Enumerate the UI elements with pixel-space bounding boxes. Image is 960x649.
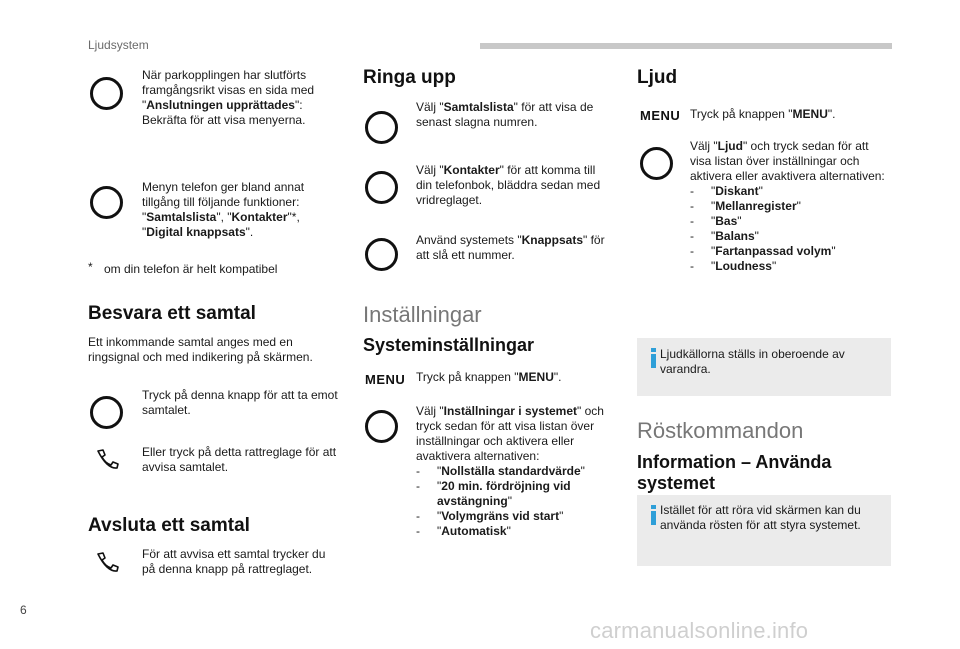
list-item: - "Loudness" [690, 259, 890, 274]
answer-reject-text: Eller tryck på detta rattreglage för att avvisa samtalet. [142, 445, 337, 474]
info-icon [647, 348, 661, 368]
sound-note-text: Ljudkällorna ställs in oberoende av varandra. [660, 347, 845, 376]
phone-handset-icon [95, 448, 121, 470]
rotary-knob-icon [365, 171, 398, 204]
footnote-mark: * [88, 260, 93, 274]
call-list-text: Välj "Samtalslista" för att visa de senast slagna numren. [416, 100, 594, 129]
contacts-text: Välj "Kontakter" för att komma till din telefonbok, bläddra sedan med vridreglaget. [416, 163, 601, 207]
page-number: 6 [20, 603, 27, 617]
answer-call-intro: Ett inkommande samtal anges med en ringsignal och med indikering på skärmen. [88, 335, 313, 364]
sound-title: Ljud [637, 67, 678, 88]
settings-title: Inställningar [363, 302, 482, 327]
settings-press-text: Tryck på knappen "MENU". [416, 370, 562, 384]
rotary-knob-icon [365, 111, 398, 144]
list-item: - "Balans" [690, 229, 890, 244]
rotary-knob-icon [365, 410, 398, 443]
rotary-knob-icon [90, 77, 123, 110]
phone-handset-icon [95, 551, 121, 573]
call-title: Ringa upp [363, 67, 456, 88]
menu-button-icon: MENU [365, 372, 406, 387]
section-header: Ljudsystem [88, 38, 149, 52]
voice-info-note [637, 495, 891, 566]
list-item: - "Fartanpassad volym" [690, 244, 890, 259]
list-item: - "Diskant" [690, 184, 890, 199]
list-item: - "Volymgräns vid start" [416, 509, 612, 524]
pairing-text: När parkopplingen har slutförts framgångsrikt visas en sida med "Anslutningen upprättades": Bekräfta för att visa menyerna. [142, 68, 315, 127]
phone-menu-text: Menyn telefon ger bland annat tillgång till följande funktioner: "Samtalslista", "Kontakter"*, "Digital knappsats". [142, 180, 305, 239]
settings-select-text: Välj "Inställningar i systemet" och tryck sedan för att visa listan över inställningar och aktivera eller avaktivera alternativen: - "Nollställa standardvärde" - "20 min. fördröjning vid avstängning" - "Volymgräns vid start" - "Automatisk" [416, 404, 612, 539]
rotary-knob-icon [640, 147, 673, 180]
end-call-title: Avsluta ett samtal [88, 515, 250, 536]
rotary-knob-icon [90, 186, 123, 219]
list-item: - "Nollställa standardvärde" [416, 464, 612, 479]
sound-press-text: Tryck på knappen "MENU". [690, 107, 836, 121]
sound-select-text: Välj "Ljud" och tryck sedan för att visa listan över inställningar och aktivera eller avaktivera alternativen: - "Diskant" - "Mellanregister" - "Bas" - "Balans" - "Fartanpassad volym" - "Loudness" [690, 139, 890, 274]
keypad-text: Använd systemets "Knappsats" för att slå ett nummer. [416, 233, 605, 262]
header-bar [480, 43, 892, 49]
voice-info-subtitle: Information – Använda systemet [637, 452, 832, 493]
rotary-knob-icon [365, 238, 398, 271]
watermark: carmanualsonline.info [590, 618, 809, 643]
list-item: - "Automatisk" [416, 524, 612, 539]
settings-options-list [416, 464, 612, 539]
voice-commands-title: Röstkommandon [637, 418, 804, 443]
answer-press-text: Tryck på denna knapp för att ta emot samtalet. [142, 388, 338, 417]
system-settings-subtitle: Systeminställningar [363, 335, 535, 355]
end-call-text: För att avvisa ett samtal trycker du på denna knapp på rattreglaget. [142, 547, 326, 576]
footnote-text: om din telefon är helt kompatibel [104, 262, 278, 276]
menu-button-icon: MENU [640, 108, 681, 123]
info-icon [647, 505, 661, 525]
list-item: - "Bas" [690, 214, 890, 229]
sound-options-list [690, 184, 890, 274]
list-item: - "20 min. fördröjning vid avstängning" [416, 479, 612, 509]
list-item: - "Mellanregister" [690, 199, 890, 214]
voice-note-text: Istället för att röra vid skärmen kan du använda rösten för att styra systemet. [660, 503, 861, 532]
answer-call-title: Besvara ett samtal [88, 303, 256, 324]
sound-info-note [637, 338, 891, 396]
rotary-knob-icon [90, 396, 123, 429]
